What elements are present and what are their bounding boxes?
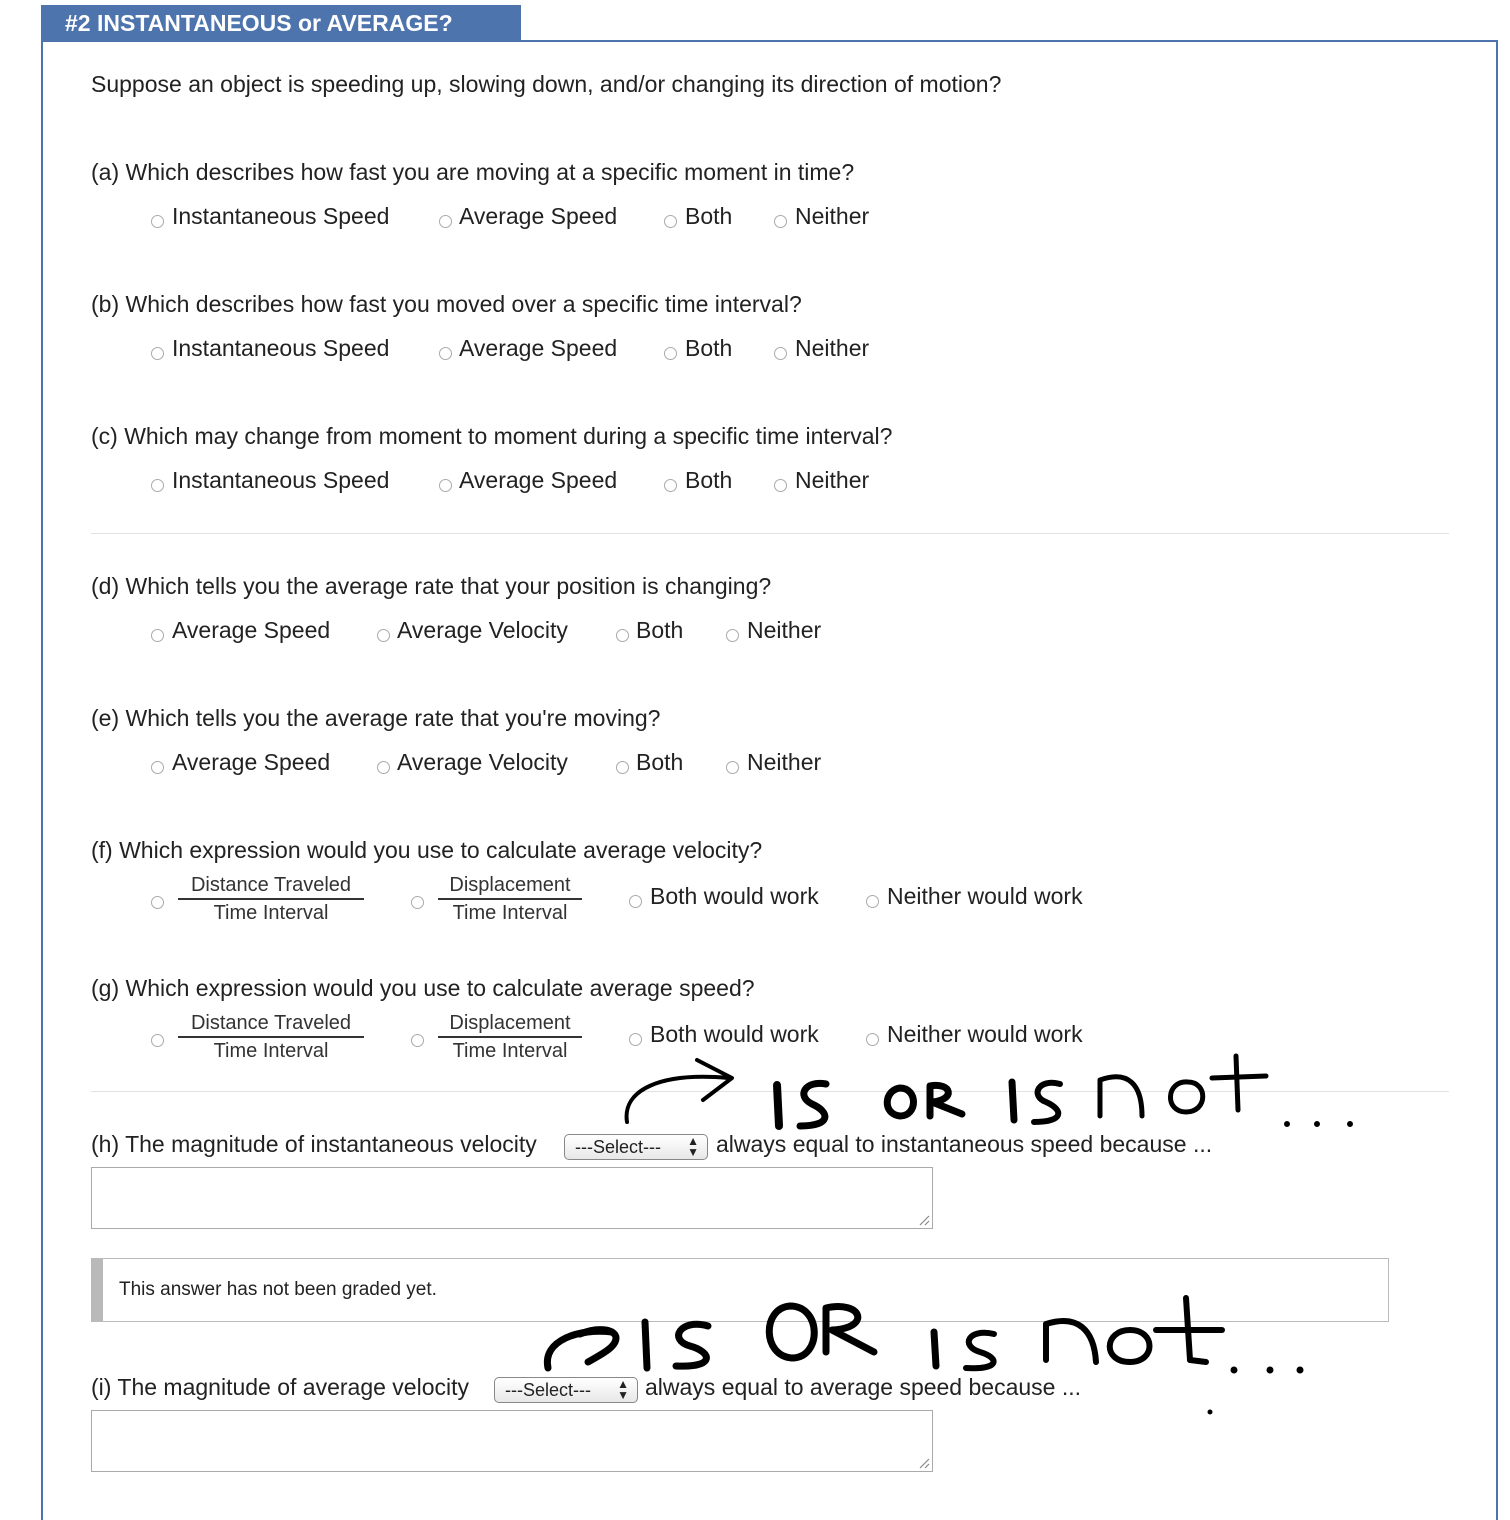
intro-text: Suppose an object is speeding up, slowing down, and/or changing its direction of motion? xyxy=(91,71,1002,97)
updown-arrows-icon: ▲ ▼ xyxy=(617,1377,629,1402)
question-g-label: (g) Which expression would you use to calculate average speed? xyxy=(91,975,755,1001)
select-i-value: ---Select--- xyxy=(505,1380,591,1400)
option-c-1: Instantaneous Speed xyxy=(172,467,390,493)
fraction-denominator: Time Interval xyxy=(452,902,568,924)
question-d-label: (d) Which tells you the average rate that your position is changing? xyxy=(91,573,772,599)
question-a-label: (a) Which describes how fast you are moving at a specific moment in time? xyxy=(91,159,855,185)
fraction-numerator: Displacement xyxy=(438,1011,582,1038)
option-d-3: Both xyxy=(636,617,684,643)
select-h-value: ---Select--- xyxy=(575,1137,661,1157)
option-e-4: Neither xyxy=(747,749,822,775)
option-d-2: Average Velocity xyxy=(397,617,568,643)
option-e-2: Average Velocity xyxy=(397,749,568,775)
option-b-3: Both xyxy=(685,335,733,361)
option-c-3: Both xyxy=(685,467,733,493)
option-e-3: Both xyxy=(636,749,684,775)
question-i-after: always equal to average speed because ... xyxy=(645,1374,1082,1400)
fraction-denominator: Time Interval xyxy=(213,1040,329,1062)
fraction-numerator: Distance Traveled xyxy=(178,1011,364,1038)
question-c-label: (c) Which may change from moment to moment during a specific time interval? xyxy=(91,423,893,449)
option-f-both: Both would work xyxy=(650,883,819,909)
option-c-2: Average Speed xyxy=(459,467,618,493)
section-title: #2 INSTANTANEOUS or AVERAGE? xyxy=(41,5,521,41)
question-h-before: (h) The magnitude of instantaneous velocity xyxy=(91,1131,537,1157)
fraction-denominator: Time Interval xyxy=(452,1040,568,1062)
option-d-1: Average Speed xyxy=(172,617,331,643)
option-b-2: Average Speed xyxy=(459,335,618,361)
option-a-3: Both xyxy=(685,203,733,229)
option-a-2: Average Speed xyxy=(459,203,618,229)
question-f-label: (f) Which expression would you use to calculate average velocity? xyxy=(91,837,763,863)
fraction-numerator: Displacement xyxy=(438,873,582,900)
option-g-neither: Neither would work xyxy=(887,1021,1083,1047)
option-d-4: Neither xyxy=(747,617,822,643)
question-b-label: (b) Which describes how fast you moved over a specific time interval? xyxy=(91,291,802,317)
option-g-both: Both would work xyxy=(650,1021,819,1047)
option-b-1: Instantaneous Speed xyxy=(172,335,390,361)
question-e-label: (e) Which tells you the average rate that you're moving? xyxy=(91,705,661,731)
option-a-4: Neither xyxy=(795,203,870,229)
fraction-denominator: Time Interval xyxy=(213,902,329,924)
option-f-neither: Neither would work xyxy=(887,883,1083,909)
updown-arrows-icon: ▲ ▼ xyxy=(687,1134,699,1159)
option-c-4: Neither xyxy=(795,467,870,493)
option-e-1: Average Speed xyxy=(172,749,331,775)
option-b-4: Neither xyxy=(795,335,870,361)
grading-status-text: This answer has not been graded yet. xyxy=(119,1279,437,1300)
question-h-after: always equal to instantaneous speed because ... xyxy=(716,1131,1213,1157)
option-a-1: Instantaneous Speed xyxy=(172,203,390,229)
question-i-before: (i) The magnitude of average velocity xyxy=(91,1374,469,1400)
fraction-numerator: Distance Traveled xyxy=(178,873,364,900)
